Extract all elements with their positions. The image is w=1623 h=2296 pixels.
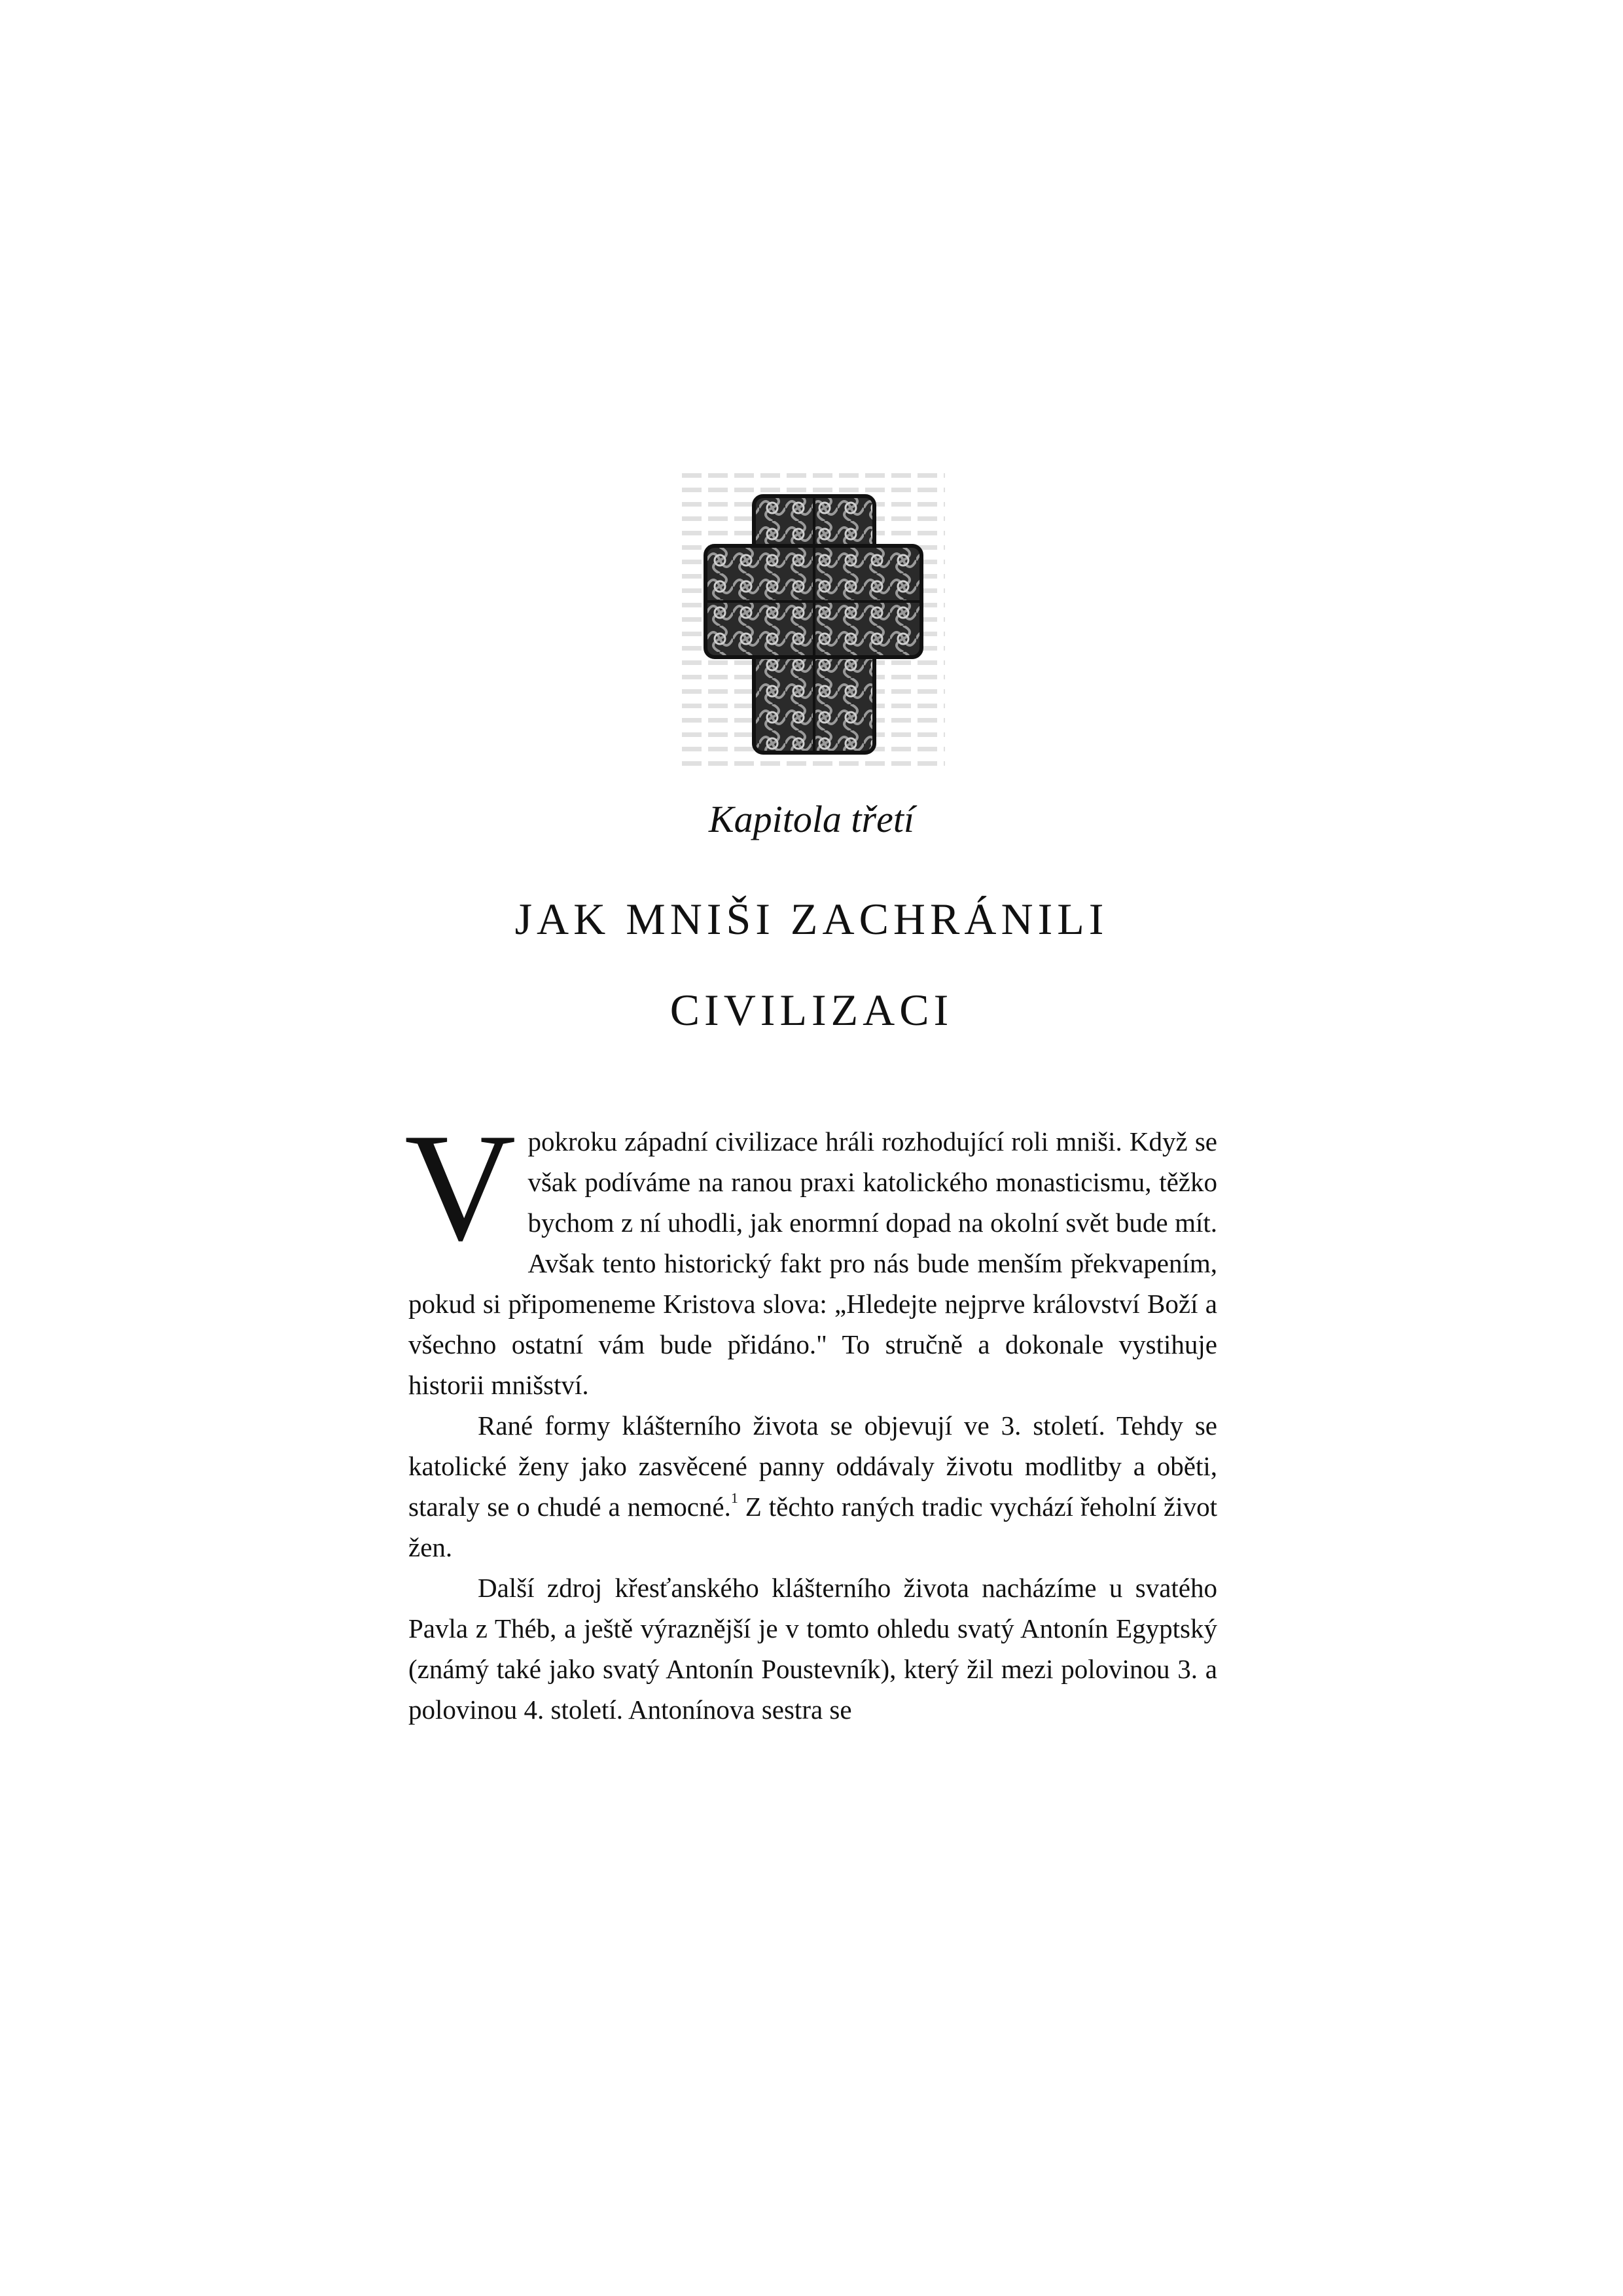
paragraph-2 <box>408 1405 1217 1568</box>
paragraph-3-text: Další zdroj křesťanského klášterního života nacházíme u svatého Pavla z Théb, a ještě výraznější je v tomto ohledu svatý Antonín Egyptský (známý také jako svatý Antonín Poustevník), který žil mezi polovinou 3. a polovinou 4. století. Antonínova sestra se <box>408 1573 1217 1725</box>
paragraph-1-text: pokroku západní civilizace hráli rozhodující roli mniši. Když se však podíváme na ranou praxi katolického monasticismu, těžko bychom z ní uhodli, jak enormní dopad na okolní svět bude mít. Avšak tento historický fakt pro nás bude menším překvapením, pokud si připomeneme Kristova slova: „Hledejte nejprve království Boží a všechno ostatní vám bude přidáno." To stručně a dokonale vystihuje historii mnišství. <box>408 1126 1217 1400</box>
celtic-cross-icon <box>681 469 945 774</box>
paragraph-1 <box>404 1102 1217 1405</box>
celtic-cross-ornament <box>681 469 945 774</box>
chapter-title-line-2: CIVILIZACI <box>669 985 954 1035</box>
body-text <box>404 1102 1217 1730</box>
footnote-marker[interactable]: 1 <box>730 1490 738 1506</box>
chapter-label: Kapitola třetí <box>708 798 915 840</box>
chapter-title-line-1: JAK MNIŠI ZACHRÁNILI <box>514 894 1109 944</box>
paragraph-3 <box>408 1568 1217 1730</box>
paragraph-2-text-b: Z těchto raných tradic vychází řeholní život žen. <box>408 1492 1217 1562</box>
drop-cap: V <box>404 1102 516 1273</box>
paragraph-2-text-a: Rané formy klášterního života se objevují ve 3. století. Tehdy se katolické ženy jako zasvěcené panny oddávaly životu modlitby a oběti, staraly se o chudé a nemocné. <box>408 1410 1217 1522</box>
